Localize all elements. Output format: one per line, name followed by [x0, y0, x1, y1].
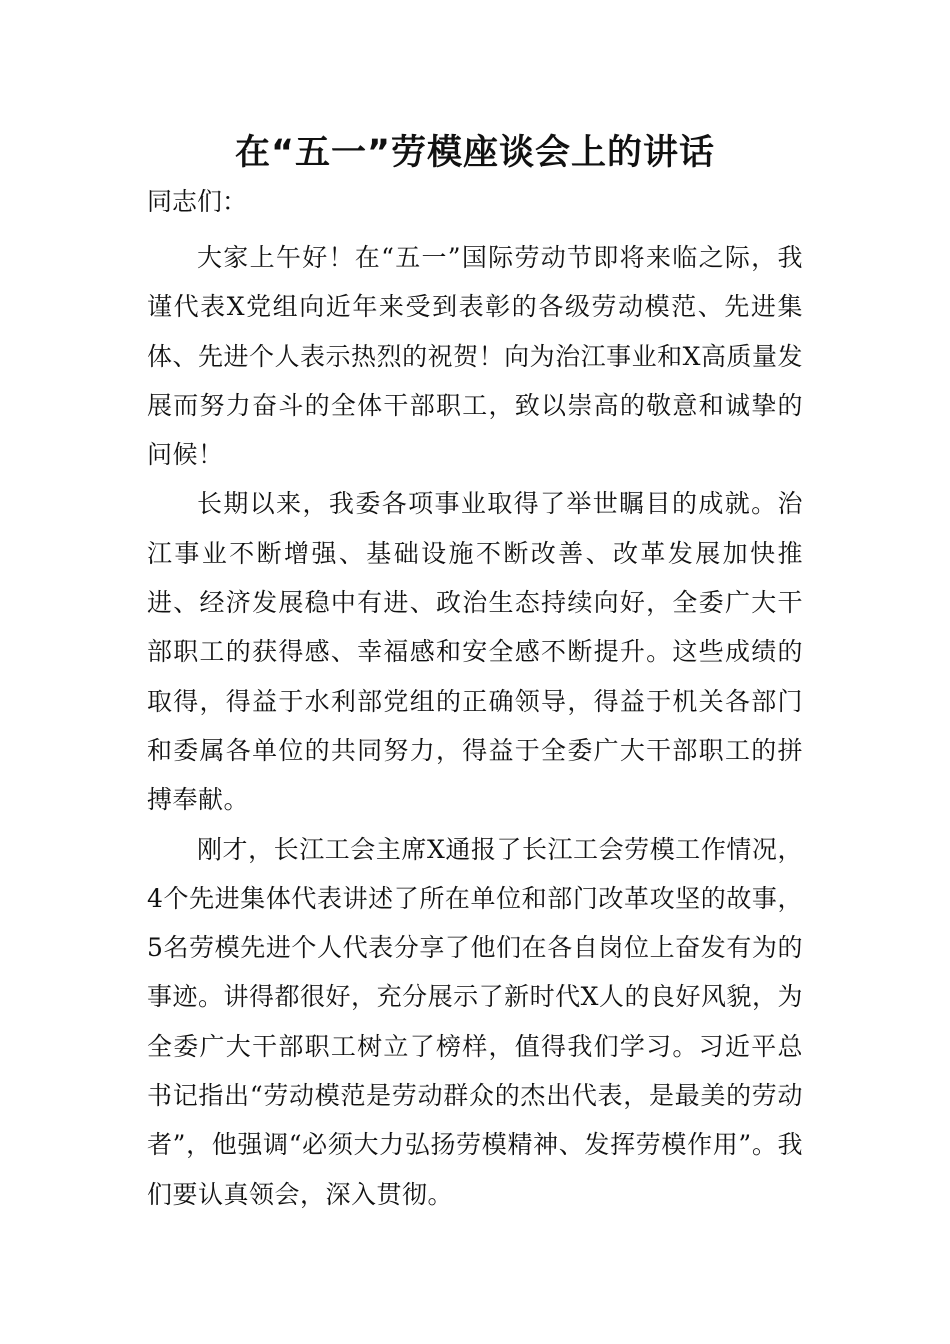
- document-title: 在“五一”劳模座谈会上的讲话: [234, 133, 715, 173]
- document-body: [147, 233, 803, 1219]
- paragraph-greeting: 大家上午好！在“五一”国际劳动节即将来临之际，我谨代表X党组向近年来受到表彰的各级劳动模范、先进集体、先进个人表示热烈的祝贺！向为治江事业和X高质量发展而努力奋斗的全体干部职工，致以崇高的敬意和诚挚的问候！: [147, 243, 803, 470]
- salutation: 同志们：: [147, 187, 248, 216]
- paragraph-model-workers: 刚才，长江工会主席X通报了长江工会劳模工作情况，4个先进集体代表讲述了所在单位和部门改革攻坚的故事，5名劳模先进个人代表分享了他们在各自岗位上奋发有为的事迹。讲得都很好，充分展示了新时代X人的良好风貌，为全委广大干部职工树立了榜样，值得我们学习。习近平总书记指出“劳动模范是劳动群众的杰出代表，是最美的劳动者”，他强调“必须大力弘扬劳模精神、发挥劳模作用”。我们要认真领会，深入贯彻。: [147, 834, 803, 1209]
- paragraph-achievements: 长期以来，我委各项事业取得了举世瞩目的成就。治江事业不断增强、基础设施不断改善、改革发展加快推进、经济发展稳中有进、政治生态持续向好，全委广大干部职工的获得感、幸福感和安全感不断提升。这些成绩的取得，得益于水利部党组的正确领导，得益于机关各部门和委属各单位的共同努力，得益于全委广大干部职工的拼搏奉献。: [147, 489, 803, 815]
